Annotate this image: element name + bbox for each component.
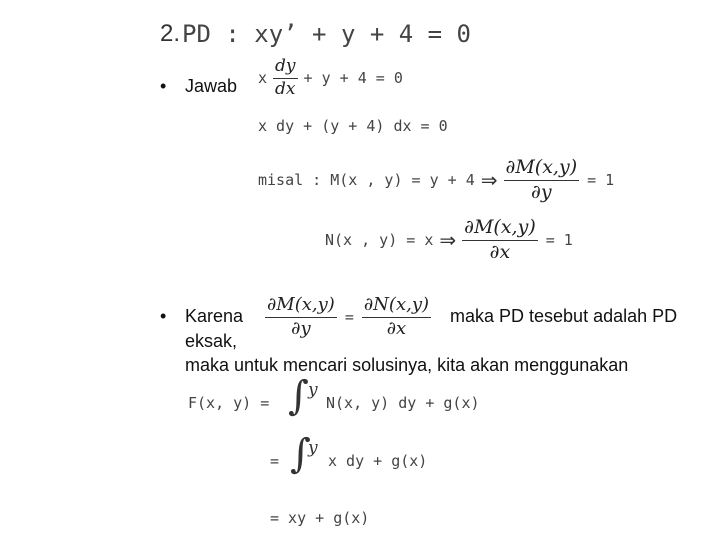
equation-line-2: x dy + (y + 4) dx = 0	[258, 117, 448, 135]
integral-upper-limit: y	[308, 380, 318, 400]
bullet-jawab: •	[160, 76, 167, 96]
misal-denominator: ∂y	[531, 180, 552, 203]
karena-frac1-numerator: ∂M(x,y)	[267, 294, 335, 315]
implies-arrow-icon: ⇒	[439, 228, 457, 253]
eq1-lhs: x	[258, 69, 268, 88]
karena-text-after: maka PD tesebut adalah PD	[450, 306, 678, 326]
n-numerator: ∂M(x,y)	[464, 216, 536, 238]
karena-frac1-denominator: ∂y	[291, 317, 311, 339]
problem-number: 2.	[160, 20, 181, 47]
karena-equality	[265, 296, 431, 339]
eq1-denominator: dx	[275, 78, 296, 99]
integral-sign-icon: ∫	[290, 431, 311, 477]
eq1-rhs: + y + 4 = 0	[303, 69, 403, 88]
eq1-fraction	[273, 58, 298, 99]
solution-line-2-equals: =	[270, 452, 280, 470]
equation-line-1	[258, 58, 403, 99]
karena-equals: =	[344, 308, 354, 327]
integral-sign-icon: ∫	[288, 373, 309, 419]
n-denominator: ∂x	[489, 240, 511, 263]
misal-rhs: = 1	[587, 171, 615, 190]
implies-arrow-icon: ⇒	[480, 168, 498, 193]
karena-frac2-numerator: ∂N(x,y)	[363, 294, 430, 315]
karena-text-line-2: eksak,	[185, 331, 238, 351]
eq1-numerator: dy	[275, 56, 296, 76]
karena-fraction-2	[362, 296, 431, 339]
karena-fraction-1	[265, 296, 337, 339]
solution-line-1-integrand: N(x, y) dy + g(x)	[326, 394, 480, 412]
misal-numerator: ∂M(x,y)	[505, 156, 578, 178]
bullet-karena: •	[160, 306, 167, 326]
solution-line-3: = xy + g(x)	[270, 509, 370, 527]
label-jawab: Jawab	[185, 76, 238, 96]
n-fraction	[462, 218, 538, 263]
title-line	[160, 20, 471, 48]
equation-misal	[258, 158, 614, 203]
integral-upper-limit: y	[308, 438, 318, 458]
n-rhs: = 1	[545, 231, 573, 250]
karena-text-line-3: maka untuk mencari solusinya, kita akan menggunakan	[185, 355, 629, 375]
misal-fraction	[504, 158, 580, 203]
problem-equation: PD : xy’ + y + 4 = 0	[182, 20, 471, 48]
misal-text: misal : M(x , y) = y + 4	[258, 171, 475, 190]
equation-n	[325, 218, 573, 263]
n-text: N(x , y) = x	[325, 231, 434, 250]
solution-line-2-integrand: x dy + g(x)	[328, 452, 428, 470]
label-karena: Karena	[185, 306, 244, 326]
karena-frac2-denominator: ∂x	[386, 317, 407, 339]
solution-f-lhs: F(x, y) =	[188, 394, 270, 412]
